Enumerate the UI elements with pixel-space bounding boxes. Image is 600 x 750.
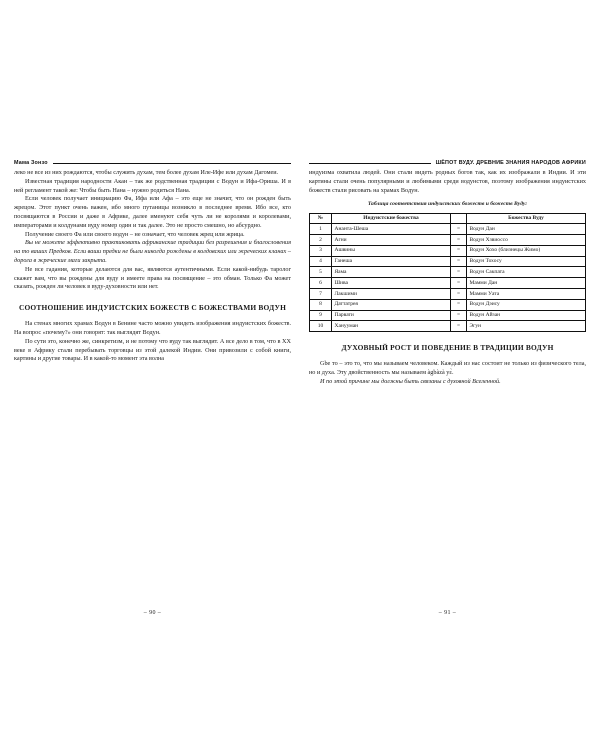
paragraph: По сути это, конечно же, синкретизм, и не потому что вуду так выглядит. А все дело в том, что в XX веке в Африку стали перебывать торговцы из этой далекой Индии. Они привозили с собой книги, картины и другие товары. И в какой-то момент эта волна bbox=[14, 337, 291, 363]
table-row bbox=[310, 235, 586, 246]
cell-vodun: Водун Дан bbox=[467, 224, 586, 235]
book-spread bbox=[14, 160, 586, 616]
cell-hindu: Ханууман bbox=[332, 321, 451, 332]
table-row bbox=[310, 289, 586, 300]
table-body bbox=[310, 224, 586, 332]
cell-equals: = bbox=[451, 256, 467, 267]
paragraph: Известная традиция народности Акан – так же родственная традиции с Водун и Ифа-Ориша. И в ней регламент такой же: Чтобы быть Нана – нужно родиться Нана. bbox=[14, 177, 291, 194]
rule-divider bbox=[53, 163, 291, 164]
table-row bbox=[310, 256, 586, 267]
cell-hindu: Лакшими bbox=[332, 289, 451, 300]
paragraph: леко не все из них рождаются, чтобы служить духам, тем более духам Иле-Ифе или духам Дагомеи. bbox=[14, 169, 279, 176]
cell-equals: = bbox=[451, 310, 467, 321]
paragraph: Gbe то – это то, что мы называем человеком. Каждый из нас состоит не только из физического тела, но и духа. Эту двойственность мы называем àgbàzà уɛ̀. bbox=[309, 360, 586, 376]
table-row bbox=[310, 267, 586, 278]
cell-vodun: Водун Дэису bbox=[467, 299, 586, 310]
cell-number: 9 bbox=[310, 310, 332, 321]
right-running-head bbox=[309, 160, 586, 166]
cell-hindu: Ашвины bbox=[332, 245, 451, 256]
left-running-head-text: Мама Зонзо bbox=[14, 160, 48, 166]
cell-vodun: Водун Тохосу bbox=[467, 256, 586, 267]
cell-equals: = bbox=[451, 224, 467, 235]
right-page bbox=[309, 160, 586, 616]
cell-number: 8 bbox=[310, 299, 332, 310]
cell-vodun: Водун Хохо (близнецы Жимо) bbox=[467, 245, 586, 256]
column-header-equals bbox=[451, 213, 467, 224]
column-header-vodun: Божества Вуду bbox=[467, 213, 586, 224]
cell-number: 4 bbox=[310, 256, 332, 267]
left-running-head bbox=[14, 160, 291, 166]
table-row bbox=[310, 278, 586, 289]
column-header-number: № bbox=[310, 213, 332, 224]
cell-hindu: Агни bbox=[332, 235, 451, 246]
right-running-head-text: ШЁПОТ ВУДУ. ДРЕВНИЕ ЗНАНИЯ НАРОДОВ АФРИКИ bbox=[435, 160, 586, 166]
paragraph: Если человек получает инициацию Фа, Ифа или Афа – это еще не значит, что он рожден быть жрецом. Этот пункт очень важен, ибо много путаницы возникло в последнее время. Ибо все, кто посвящаются в России и даже в Африке, далее именуют себя чуть ли не королями и королевами, императорами и колдунами вуду номер один и так далее. Это не просто смешно, но абсурдно. bbox=[14, 195, 291, 229]
section-heading: СООТНОШЕНИЕ ИНДУИСТСКИХ БОЖЕСТВ С БОЖЕСТВАМИ ВОДУН bbox=[18, 303, 287, 313]
cell-vodun: Водун Сакпата bbox=[467, 267, 586, 278]
cell-vodun: Водун Айзан bbox=[467, 310, 586, 321]
cell-number: 5 bbox=[310, 267, 332, 278]
cell-hindu: Шива bbox=[332, 278, 451, 289]
paragraph: На стенах многих храмах Водун в Бенине часто можно увидеть изображения индуистских божеств. На вопрос «почему?» они говорят: так выглядят Водун. bbox=[14, 320, 291, 336]
cell-number: 3 bbox=[310, 245, 332, 256]
cell-equals: = bbox=[451, 321, 467, 332]
cell-vodun: Водун Хзвиоссо bbox=[467, 235, 586, 246]
table-row bbox=[310, 310, 586, 321]
table-row bbox=[310, 321, 586, 332]
cell-number: 10 bbox=[310, 321, 332, 332]
table-row bbox=[310, 224, 586, 235]
page-number: – 91 – bbox=[438, 610, 457, 616]
left-page bbox=[14, 160, 291, 616]
paragraph: индуизма охватила людей. Они стали видеть родных богов так, как их изображали в Индии. И эти картины стали очень популярными и любимыми среди водунстов, поэтому изображения индуистских божеств стали рисовать на храмах Водун. bbox=[309, 169, 586, 194]
cell-equals: = bbox=[451, 245, 467, 256]
rule-divider bbox=[309, 163, 431, 164]
cell-hindu: Ганеша bbox=[332, 256, 451, 267]
cell-number: 6 bbox=[310, 278, 332, 289]
cell-vodun: Мамми Дан bbox=[467, 278, 586, 289]
cell-number: 1 bbox=[310, 224, 332, 235]
page-number: – 90 – bbox=[143, 610, 162, 616]
cell-hindu: Яама bbox=[332, 267, 451, 278]
paragraph: И по этой причине мы должны быть связаны с духовной Вселенной. bbox=[320, 377, 501, 385]
cell-equals: = bbox=[451, 299, 467, 310]
cell-equals: = bbox=[451, 278, 467, 289]
cell-hindu: Ананта-Шеша bbox=[332, 224, 451, 235]
table-caption: Таблица соответствия индуистских божеств и божеств Вуду: bbox=[367, 201, 528, 208]
cell-vodun: Мамми Уата bbox=[467, 289, 586, 300]
table-header-row bbox=[310, 213, 586, 224]
paragraph: Получение своего Фа или своего водун – не означает, что человек жрец или жрица. bbox=[25, 230, 245, 238]
column-header-hindu: Индуистские божества bbox=[332, 213, 451, 224]
paragraph: Вы не можете эффективно практиковать африканские традиции без разрешения и благословения на то ваших Предков. Если ваши предки не были никогда рождены в колдовских или жреческих кланах – дорога в жреческие маги закрыта. bbox=[14, 239, 291, 264]
table-row bbox=[310, 299, 586, 310]
paragraph: Не все гадания, которые делаются для вас, являются аутентичными. Если какой-нибудь таролог скажет вам, что вы рождены для вуду и имеете права на посвящение – это обман. Только Фа может сказать, рожден ли человек в вуду-духовности или нет. bbox=[14, 265, 291, 291]
cell-vodun: Эгун bbox=[467, 321, 586, 332]
table-row bbox=[310, 245, 586, 256]
cell-equals: = bbox=[451, 235, 467, 246]
cell-hindu: Даттатрея bbox=[332, 299, 451, 310]
cell-hindu: Парвати bbox=[332, 310, 451, 321]
cell-number: 2 bbox=[310, 235, 332, 246]
cell-equals: = bbox=[451, 267, 467, 278]
deities-correspondence-table bbox=[309, 213, 586, 332]
cell-number: 7 bbox=[310, 289, 332, 300]
section-heading: ДУХОВНЫЙ РОСТ И ПОВЕДЕНИЕ В ТРАДИЦИИ ВОДУН bbox=[341, 343, 554, 353]
cell-equals: = bbox=[451, 289, 467, 300]
